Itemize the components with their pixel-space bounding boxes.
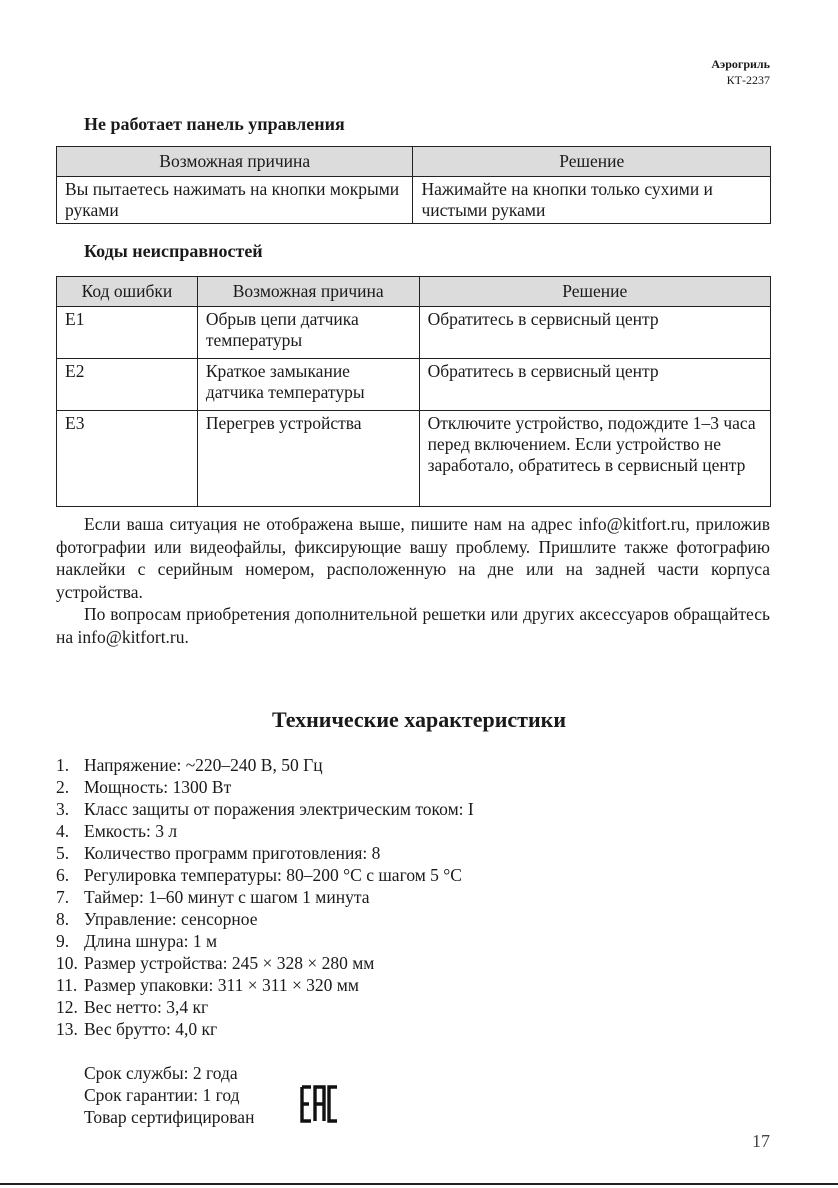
cause-cell: Краткое замыкание датчика температуры [197, 359, 419, 411]
list-item-text: Емкость: 3 л [84, 821, 178, 841]
table-header-row [57, 277, 771, 307]
control-panel-table [56, 146, 771, 224]
list-item-number: 5. [56, 843, 70, 863]
list-item [56, 1018, 474, 1040]
paragraph: Если ваша ситуация не отображена выше, пишите нам на адрес info@kitfort.ru, приложив фотографии или видеофайлы, фиксирующие вашу проблему. Пришлите также фотографию наклейки с серийным номером, расположенную на дне или на задней части корпуса устройства. [56, 514, 770, 602]
page-number: 17 [752, 1131, 770, 1151]
column-header-solution: Решение [413, 147, 771, 177]
solution-cell: Нажимайте на кнопки только сухими и чистыми руками [413, 177, 771, 224]
solution-cell: Отключите устройство, подождите 1–3 часа перед включением. Если устройство не заработало, обратитесь в сервисный центр [419, 411, 770, 507]
list-item [56, 820, 474, 842]
cause-cell: Вы пытаетесь нажимать на кнопки мокрыми руками [57, 177, 413, 224]
list-item-number: 8. [56, 909, 70, 929]
list-item-number: 9. [56, 931, 70, 951]
list-item-text: Мощность: 1300 Вт [84, 777, 232, 797]
list-item-text: Количество программ приготовления: 8 [84, 843, 381, 863]
list-item-number: 3. [56, 799, 70, 819]
list-item [56, 908, 474, 930]
solution-cell: Обратитесь в сервисный центр [419, 307, 770, 359]
list-item-text: Напряжение: ~220–240 В, 50 Гц [84, 755, 323, 775]
list-item [56, 952, 474, 974]
column-header-code: Код ошибки [57, 277, 198, 307]
product-name: Аэрогриль [711, 57, 770, 71]
error-code-cell: E1 [57, 307, 198, 359]
list-item-number: 2. [56, 777, 70, 797]
list-item [56, 864, 474, 886]
list-item-text: Длина шнура: 1 м [84, 931, 218, 951]
paragraph: По вопросам приобретения дополнительной решетки или других аксессуаров обращайтесь на info@kitfort.ru. [56, 604, 770, 647]
list-item-number: 10. [56, 953, 78, 973]
page-bottom-divider [0, 1183, 838, 1185]
list-item-number: 6. [56, 865, 70, 885]
error-code-cell: E3 [57, 411, 198, 507]
list-item [56, 776, 474, 798]
list-item [56, 842, 474, 864]
table-row [57, 177, 771, 224]
error-code-cell: E2 [57, 359, 198, 411]
list-item [56, 798, 474, 820]
list-item-text: Регулировка температуры: 80–200 °C с шагом 5 °C [84, 865, 462, 885]
list-item-number: 11. [56, 975, 78, 995]
list-item-text: Класс защиты от поражения электрическим током: I [84, 799, 474, 819]
list-item-number: 12. [56, 997, 78, 1017]
error-codes-table [56, 276, 771, 507]
solution-cell: Обратитесь в сервисный центр [419, 359, 770, 411]
list-item-text: Управление: сенсорное [84, 909, 258, 929]
column-header-solution: Решение [419, 277, 770, 307]
list-item [56, 754, 474, 776]
error-codes-section-title: Коды неисправностей [84, 241, 263, 261]
table-row [57, 359, 771, 411]
eac-certification-icon [300, 1085, 340, 1123]
list-item-text: Размер упаковки: 311 × 311 × 320 мм [84, 975, 359, 995]
column-header-cause: Возможная причина [197, 277, 419, 307]
list-item [56, 974, 474, 996]
table-row [57, 307, 771, 359]
cause-cell: Перегрев устройства [197, 411, 419, 507]
service-life-text: Срок службы: 2 года [84, 1063, 238, 1083]
list-item-text: Таймер: 1–60 минут с шагом 1 минута [84, 887, 370, 907]
warranty-text: Срок гарантии: 1 год [84, 1085, 240, 1105]
list-item-text: Вес брутто: 4,0 кг [84, 1019, 218, 1039]
list-item-number: 7. [56, 887, 70, 907]
page-header [711, 56, 770, 88]
list-item-number: 13. [56, 1019, 78, 1039]
list-item [56, 930, 474, 952]
table-header-row [57, 147, 771, 177]
certification-text: Товар сертифицирован [84, 1107, 255, 1127]
cause-cell: Обрыв цепи датчика температуры [197, 307, 419, 359]
list-item-number: 1. [56, 755, 70, 775]
list-item [56, 886, 474, 908]
contact-info-text [56, 513, 770, 648]
list-item-number: 4. [56, 821, 70, 841]
control-panel-section-title: Не работает панель управления [84, 114, 345, 134]
list-item-text: Вес нетто: 3,4 кг [84, 997, 209, 1017]
model-number: КТ-2237 [726, 73, 770, 87]
column-header-cause: Возможная причина [57, 147, 413, 177]
specs-title: Технические характеристики [271, 707, 567, 732]
warranty-info [84, 1062, 254, 1128]
list-item-text: Размер устройства: 245 × 328 × 280 мм [84, 953, 375, 973]
list-item [56, 996, 474, 1018]
table-row [57, 411, 771, 507]
specs-list [56, 754, 474, 1040]
